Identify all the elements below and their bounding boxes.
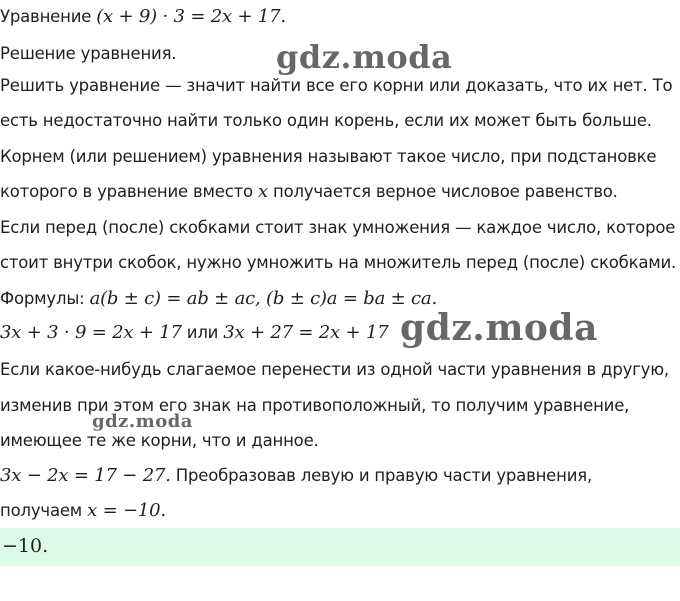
- watermark-small: gdz.moda: [92, 411, 193, 432]
- variable-x: x: [257, 181, 268, 202]
- paragraph-line: Корнем (или решением) уравнения называют такое число, при подстановке: [0, 147, 657, 166]
- expanded-equation-line: [0, 321, 388, 345]
- paragraph-text: получается верное числовое равенство.: [267, 182, 618, 201]
- watermark-top: gdz.moda: [276, 38, 453, 76]
- paragraph-text: которого в уравнение вместо: [0, 182, 258, 201]
- transferred-equation: 3x − 2x = 17 − 27.: [0, 465, 171, 486]
- result-label: получаем: [0, 501, 88, 520]
- equation-formula: (x + 9) · 3 = 2x + 17.: [96, 6, 286, 27]
- paragraph-line: Решить уравнение — значит найти все его корни или доказать, что их нет. То: [0, 76, 673, 95]
- paragraph-line: изменив при этом его знак на противоположный, то получим уравнение,: [0, 396, 630, 415]
- result-line: [0, 499, 166, 523]
- paragraph-text: Преобразовав левую и правую части уравнения,: [170, 466, 593, 485]
- simplified-equation: 3x + 27 = 2x + 17: [223, 322, 389, 343]
- paragraph-line: имеющее те же корни, что и данное.: [0, 431, 319, 450]
- paragraph-line: [0, 180, 618, 204]
- answer-value: −10.: [2, 535, 49, 557]
- result-math: x = −10.: [87, 500, 166, 521]
- formulas-math: a(b ± c) = ab ± ac, (b ± c)a = ba ± ca.: [89, 288, 437, 309]
- answer-box: [0, 528, 680, 566]
- paragraph-line: есть недостаточно найти только один корень, если их может быть больше.: [0, 111, 652, 130]
- formulas-line: [0, 287, 437, 311]
- or-text: или: [181, 323, 224, 342]
- expanded-equation: 3x + 3 · 9 = 2x + 17: [0, 322, 182, 343]
- paragraph-line: стоит внутри скобок, нужно умножить на множитель перед (после) скобками.: [0, 253, 677, 272]
- paragraph-line: Если какое-нибудь слагаемое перенести из одной части уравнения в другую,: [0, 360, 669, 379]
- formulas-label: Формулы:: [0, 289, 90, 308]
- transfer-line: [0, 464, 592, 488]
- watermark-middle: gdz.moda: [400, 307, 598, 349]
- paragraph-line: Если перед (после) скобками стоит знак умножения — каждое число, которое: [0, 218, 676, 237]
- solution-title: Решение уравнения.: [0, 44, 177, 63]
- equation-heading: [0, 5, 286, 29]
- equation-label: Уравнение: [0, 7, 97, 26]
